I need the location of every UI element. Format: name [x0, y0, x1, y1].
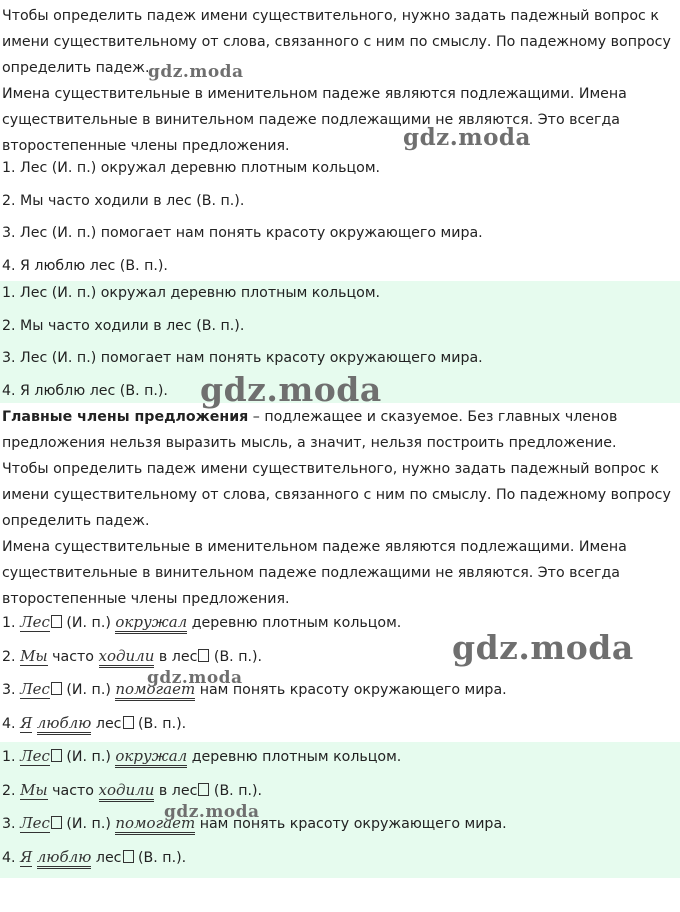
sentences-parsed [0, 612, 680, 734]
predicate: помогает [115, 680, 195, 701]
predicate: люблю [37, 848, 92, 869]
subject: Мы [20, 646, 48, 665]
predicate: ходили [99, 781, 155, 802]
case-label: (И. п.) [66, 615, 111, 631]
sentences-parsed-answer [0, 746, 680, 868]
predicate: окружал [115, 613, 187, 634]
sentence-2: 2. Мы часто ходили в лес (В. п.). [2, 192, 245, 209]
sentence-rest: нам понять красоту окружающего мира. [199, 816, 507, 832]
rule-paragraph-2: Имена существительные в именительном падеже являются подлежащими. Имена существительные в винительном падеже подлежащими не являются. Это всегда второстепенные члены предложения. [2, 539, 627, 607]
case-label: (И. п.) [66, 816, 111, 832]
sentences-plain [0, 158, 680, 276]
answer-sentence-3: 3. Лес (И. п.) помогает нам понять красоту окружающего мира. [2, 350, 483, 366]
ending-box-icon [51, 615, 62, 628]
sentence-number: 2. [2, 782, 16, 799]
parsed-sentence-4 [0, 713, 680, 734]
answer-sentence-2: 2. Мы часто ходили в лес (В. п.). [2, 317, 245, 334]
predicate: люблю [37, 714, 92, 735]
parsed-sentence-3 [0, 679, 680, 700]
watermark: gdz.moda [164, 802, 260, 822]
intro-paragraph-2: Имена существительные в именительном падеже являются подлежащими. Имена существительные в винительном падеже подлежащими не являются. Это всегда второстепенные члены предложения. [2, 86, 627, 154]
case-label: (В. п.). [213, 782, 263, 799]
sentence-number: 2. [2, 648, 16, 665]
subject: Лес [20, 613, 50, 631]
predicate: окружал [115, 747, 187, 768]
watermark: gdz.moda [452, 628, 634, 667]
ending-box-icon [51, 816, 62, 829]
watermark: gdz.moda [148, 62, 244, 82]
intro-section [0, 0, 680, 159]
case-label: (В. п.). [138, 715, 187, 732]
watermark: gdz.moda [200, 370, 382, 409]
sentence-number: 1. [2, 749, 16, 765]
word: часто [52, 648, 94, 665]
object: лес [171, 648, 198, 665]
object: лес [171, 782, 198, 799]
sentence-number: 3. [2, 816, 16, 832]
subject: Мы [20, 780, 48, 799]
parsed-sentence-2 [0, 646, 680, 667]
parsed-answer-sentence-2 [0, 780, 680, 801]
parsed-answer-sentence-4 [0, 847, 680, 868]
case-label: (И. п.) [66, 682, 111, 698]
sentence-rest: деревню плотным кольцом. [191, 615, 402, 631]
predicate: помогает [115, 814, 195, 835]
case-label: (В. п.). [138, 849, 187, 866]
subject: Лес [20, 814, 50, 832]
sentence-4: 4. Я люблю лес (В. п.). [2, 257, 168, 274]
sentence-rest: деревню плотным кольцом. [191, 749, 402, 765]
answer-sentence-4: 4. Я люблю лес (В. п.). [2, 382, 168, 399]
case-label: (И. п.) [66, 749, 111, 765]
sentence-3: 3. Лес (И. п.) помогает нам понять красоту окружающего мира. [2, 225, 483, 241]
subject: Я [20, 847, 33, 866]
word: часто [52, 782, 94, 799]
answer-sentence-1: 1. Лес (И. п.) окружал деревню плотным кольцом. [2, 285, 381, 301]
intro-paragraph-1: Чтобы определить падеж имени существительного, нужно задать падежный вопрос к имени существительному от слова, связанного с ним по смыслу. По падежному вопросу определить падеж. [2, 8, 671, 76]
sentence-number: 1. [2, 615, 16, 631]
subject: Лес [20, 680, 50, 698]
sentences-answer [0, 283, 680, 401]
rules-section [0, 404, 680, 612]
sentence-1: 1. Лес (И. п.) окружал деревню плотным кольцом. [2, 160, 381, 176]
object: лес [95, 849, 122, 866]
rule-paragraph-1: Чтобы определить падеж имени существительного, нужно задать падежный вопрос к имени существительному от слова, связанного с ним по смыслу. По падежному вопросу определить падеж. [2, 461, 671, 529]
subject: Лес [20, 747, 50, 765]
word: в [158, 648, 168, 665]
ending-box-icon [123, 716, 134, 729]
sentence-rest: нам понять красоту окружающего мира. [199, 682, 507, 698]
ending-box-icon [51, 682, 62, 695]
ending-box-icon [123, 850, 134, 863]
sentence-number: 4. [2, 715, 16, 732]
rule-definition [0, 404, 680, 456]
word: в [158, 782, 168, 799]
ending-box-icon [198, 649, 209, 662]
object: лес [95, 715, 122, 732]
sentence-number: 4. [2, 849, 16, 866]
parsed-answer-sentence-1 [0, 746, 680, 767]
predicate: ходили [99, 647, 155, 668]
ending-box-icon [198, 783, 209, 796]
case-label: (В. п.). [213, 648, 263, 665]
watermark: gdz.moda [403, 124, 531, 151]
subject: Я [20, 713, 33, 732]
parsed-answer-sentence-3 [0, 813, 680, 834]
rule-definition-text: – подлежащее и сказуемое. Без главных членов предложения нельзя выразить мысль, а значит, нельзя построить предложение. [2, 409, 618, 451]
sentence-number: 3. [2, 682, 16, 698]
watermark: gdz.moda [147, 668, 243, 688]
rule-term: Главные члены предложения [2, 409, 249, 425]
parsed-sentence-1 [0, 612, 680, 633]
ending-box-icon [51, 749, 62, 762]
